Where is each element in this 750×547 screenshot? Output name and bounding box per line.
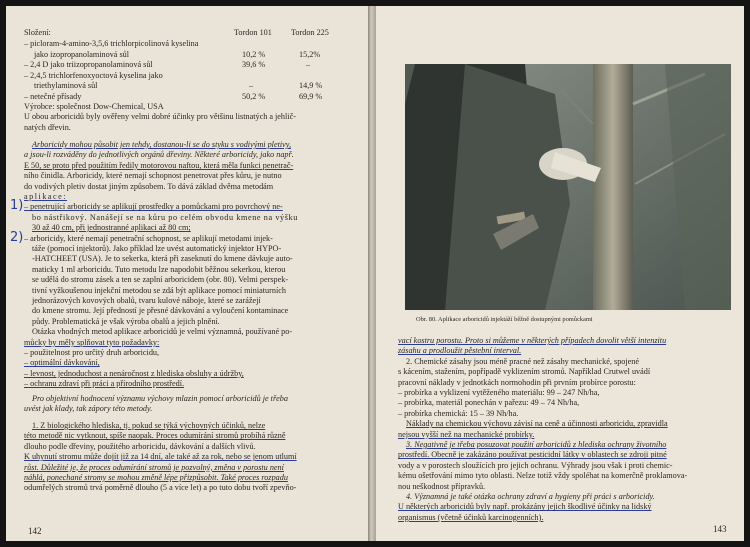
right-page — [376, 6, 744, 541]
text-line: do kmene stromu. Její předností je přesné dávkování a vyloučení kontaminace — [32, 306, 289, 316]
text-line: – arboricidy, které nemají penetrační schopnost, se aplikují metodami injek- — [24, 233, 273, 243]
photo-illustration — [405, 64, 731, 310]
text-line: tivní vyžkoušenou injekční metodou se zdá být aplikace pomocí miniaturních — [32, 285, 286, 295]
text-line: K uhynutí stromu může dojít již za 14 dní, ale také až za rok, nebo se jenom utlumí — [24, 452, 297, 462]
text-line: Arboricidy mohou působit jen tehdy, dostanou-li se do styku s vodivými pletivy, — [32, 140, 291, 149]
book-spread — [6, 6, 744, 541]
text-line: 4. Významná je také otázka ochrany zdraví a hygieny při práci s arboricidy. — [406, 492, 655, 501]
text-line: maticky 1 ml arboricidu. Tuto metodu lze napodobit běžnou sekerkou, kterou — [32, 264, 286, 274]
figure-caption: Obr. 80. Aplikace arboricidů injektáží běžně dostupnými pomůckami — [416, 316, 593, 323]
text-line: bo nástřikový. Nanášejí se na kůru po celém obvodu kmene na výšku — [32, 212, 298, 222]
text-line: vody a v porostech sloužících pro jejich ochranu. Výhrady jsou však i proti chemic- — [398, 460, 673, 470]
text-line: U obou arboricidů byly ověřeny velmi dobré účinky pro většinu listnatých a jehlič- — [24, 112, 296, 122]
text-line: -HATCHEET (USA). Je to sekerka, která při zaseknutí do kmene dávkuje auto- — [32, 254, 293, 264]
text-line: natých dřevin. — [24, 122, 71, 132]
text-line: nou neškodnost přípravků. — [398, 481, 486, 491]
text-line: – použitelnost pro určitý druh arboricidu, — [24, 348, 160, 357]
text-line: pracovní náklady v jednotkách normohodin při prvním probírce porostu: — [398, 377, 636, 387]
text-line: aplikace: — [24, 192, 68, 201]
text-line: 30 až 40 cm, při jednostranné aplikaci až 80 cm; — [32, 223, 191, 233]
composition-row-value-b: 14,9 % — [299, 81, 323, 90]
text-line: organismus (včetně účinků karcinogenních). — [398, 512, 544, 522]
text-line: Náklady na chemickou výchovu závisí na ceně a účinnosti arboricidu, zpravidla — [406, 419, 668, 429]
text-line: Pro objektivní hodnocení významu výchovy mlazin pomocí arboricidů je třeba — [32, 394, 288, 403]
text-line: náhlá, ponechané stromy se mohou změně lépe přizpůsobit. Také proces rozpadu — [24, 473, 288, 482]
text-line: se udělá do stromu zásek a ten se zaplní arboricidem (obr. 80). Velmi perspek- — [32, 275, 289, 285]
text-line: kému ošetřování mimo tyto oblasti. Nelze totiž vždy spoléhat na komerčně proklamova- — [398, 471, 688, 481]
composition-row-name: – 2,4 D jako triizopropanolaminová sůl — [24, 60, 153, 69]
composition-row-value-a: – — [249, 81, 254, 90]
composition-row-value-b: 15,2% — [299, 49, 321, 59]
composition-row-name: – picloram-4-amino-3,5,6 trichlorpicolinová kyselina — [24, 39, 199, 48]
book-gutter — [368, 6, 376, 541]
text-line: půdy. Problematická je však výroba obalů a jejich plnění. — [32, 316, 220, 326]
text-line: – probírka chemická: 15 – 39 Nh/ha. — [398, 408, 519, 418]
text-line: ního činidla. Arboricidy, které nemají schopnost penetrovat přes kůru, je nutno — [24, 171, 282, 181]
text-line: prostředí. Obecně je zakázáno používat pesticidní látky v oblastech se zdroji pitné — [398, 450, 667, 460]
page-number-left: 142 — [28, 526, 42, 536]
composition-row-value-a: 50,2 % — [242, 91, 266, 101]
left-page — [6, 6, 368, 541]
text-line: jednorázových kovových obalů, tvaru kulové náboje, které se zarážejí — [32, 296, 261, 305]
composition-row-value-a: 39,6 % — [242, 60, 266, 69]
composition-row-name: – 2,4,5 trichlorfenoxyoctová kyselina jako — [24, 70, 163, 80]
text-line: táže (pomocí injektorů). Jako příklad lze uvést automatický injektor HYPO- — [32, 244, 282, 253]
text-line: uvést jak klady, tak zápory této metody. — [24, 404, 153, 414]
composition-label: Složení: — [24, 28, 51, 37]
text-line: této metodě nic vytknout, spíše naopak. Proces odumírání stromů probíhá různě — [24, 431, 286, 441]
text-line: dlouho podle dřeviny, použitého arboricidu, dávkování a dalších vlivů. — [24, 441, 256, 451]
column-header-tordon-225: Tordon 225 — [291, 28, 329, 37]
composition-row-value-b: – — [306, 60, 311, 69]
text-line: zásahu a prodloužit pěstební interval. — [398, 346, 522, 356]
figure-80-photo — [405, 64, 731, 310]
text-line: 1. Z biologického hlediska, tj. pokud se týká výchovných účinků, nelze — [32, 421, 266, 430]
text-line: Otázka vhodných metod aplikace arboricidů je velmi významná, používané po- — [32, 327, 293, 337]
text-line: růst. Důležité je, že proces odumírání stromů je pozvolný, změna v porostu není — [24, 462, 284, 472]
text-line: vací kostru porostu. Proto si můžeme v některých případech dovolit větší intenzitu — [398, 336, 667, 345]
composition-row-value-b: 69,9 % — [299, 91, 323, 101]
text-line: – probírka a vyklizení vytěženého materiálu: 99 – 247 Nh/ha, — [398, 388, 600, 397]
page-number-right: 143 — [713, 524, 727, 534]
composition-row-value-a: 10,2 % — [242, 49, 266, 59]
text-line: nejsou vyšší než na mechanické probírky. — [398, 429, 535, 439]
text-line: můcky by měly splňovat tyto požadavky: — [24, 337, 160, 347]
text-line: – ochranu zdraví při práci a přírodního prostředí. — [24, 379, 185, 389]
handwritten-margin-mark: 2) — [10, 230, 24, 245]
text-line: a jsou-li rozváděny do jednotlivých orgánů dřeviny. Některé arboricidy, jako např. — [24, 150, 294, 160]
text-line: E 50, se proto před použitím ředily motorovou naftou, která měla funkci penetrač- — [24, 160, 294, 170]
text-line: – optimální dávkování, — [24, 358, 100, 368]
column-header-tordon-101: Tordon 101 — [234, 28, 272, 37]
composition-row-name: triethylaminová sůl — [34, 81, 98, 90]
composition-row-name: – netečné přísady — [24, 91, 82, 101]
text-line: – levnost, jednoduchost a nenáročnost z hlediska obsluhy a údržby, — [24, 368, 244, 378]
text-line: 2. Chemické zásahy jsou méně pracné než zásahy mechanické, spojené — [406, 356, 640, 366]
text-line: do vodivých pletiv dostat jiným způsobem. To dává základ dvěma metodám — [24, 181, 274, 191]
text-line: Výrobce: společnost Dow-Chemical, USA — [24, 102, 164, 111]
text-line: U některých arboricidů byly např. prokázány jejich škodlivé účinky na lidský — [398, 502, 652, 512]
handwritten-margin-mark: 1) — [10, 198, 24, 213]
text-line: 3. Negativně je třeba posuzovat použití arboricidů z hlediska ochrany životního — [406, 440, 667, 449]
text-line: – penetrující arboricidy se aplikují prostředky a pomůckami pro povrchový ne- — [24, 202, 283, 212]
text-line: s kácením, stažením, popřípadě vyklizením stromů. Například Crutwel uvádí — [398, 367, 651, 377]
text-line: – probírka, materiál ponechán v pařezu: 49 – 74 Nh/ha, — [398, 398, 580, 408]
text-line: odumřelých stromů trvá poměrně dlouho (5 a více let) a po tuto dobu tvoří zpevňo- — [24, 483, 297, 493]
composition-row-name: jako izopropanolaminová sůl — [34, 49, 130, 59]
